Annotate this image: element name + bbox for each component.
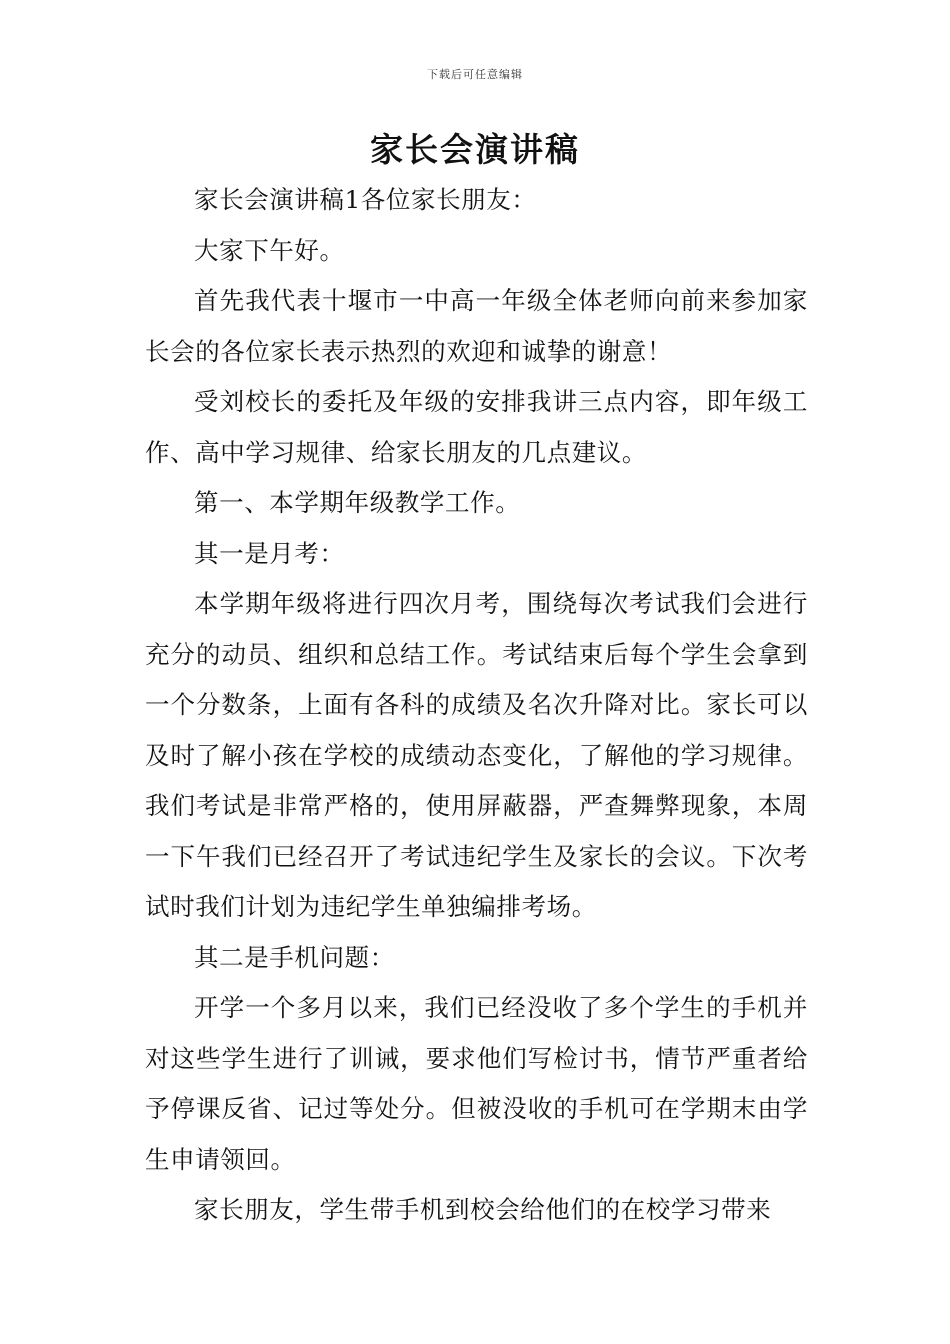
header-note: 下载后可任意编辑: [427, 68, 523, 81]
document-title: 家长会演讲稿: [370, 130, 580, 169]
paragraph-item-phone: 其二是手机问题：: [194, 942, 395, 972]
paragraph-greeting: 大家下午好。: [194, 235, 345, 265]
paragraph-parents-note: 家长朋友，学生带手机到校会给他们的在校学习带来: [194, 1195, 772, 1224]
paragraph-greeting-heading: 家长会演讲稿1各位家长朋友：: [194, 185, 537, 214]
paragraph-phone-detail: 开学一个多月以来，我们已经没收了多个学生的手机并对这些学生进行了训诫，要求他们写检讨书，情节严重者给予停课反省、记过等处分。但被没收的手机可在学期末由学生申请领回。: [145, 993, 808, 1174]
paragraph-item-monthly-exam: 其一是月考：: [194, 538, 345, 568]
document-body: [145, 175, 808, 1236]
paragraph-monthly-exam-detail: 本学期年级将进行四次月考，围绕每次考试我们会进行充分的动员、组织和总结工作。考试结束后每个学生会拿到一个分数条，上面有各科的成绩及名次升降对比。家长可以及时了解小孩在学校的成绩动态变化，了解他的学习规律。我们考试是非常严格的，使用屏蔽器，严查舞弊现象，本周一下午我们已经召开了考试违纪学生及家长的会议。下次考试时我们计划为违纪学生单独编排考场。: [145, 589, 808, 921]
paragraph-welcome: 首先我代表十堰市一中高一年级全体老师向前来参加家长会的各位家长表示热烈的欢迎和诚挚的谢意！: [145, 286, 808, 366]
paragraph-section-one: 第一、本学期年级教学工作。: [194, 488, 521, 517]
paragraph-outline: 受刘校长的委托及年级的安排我讲三点内容，即年级工作、高中学习规律、给家长朋友的几点建议。: [145, 387, 808, 467]
